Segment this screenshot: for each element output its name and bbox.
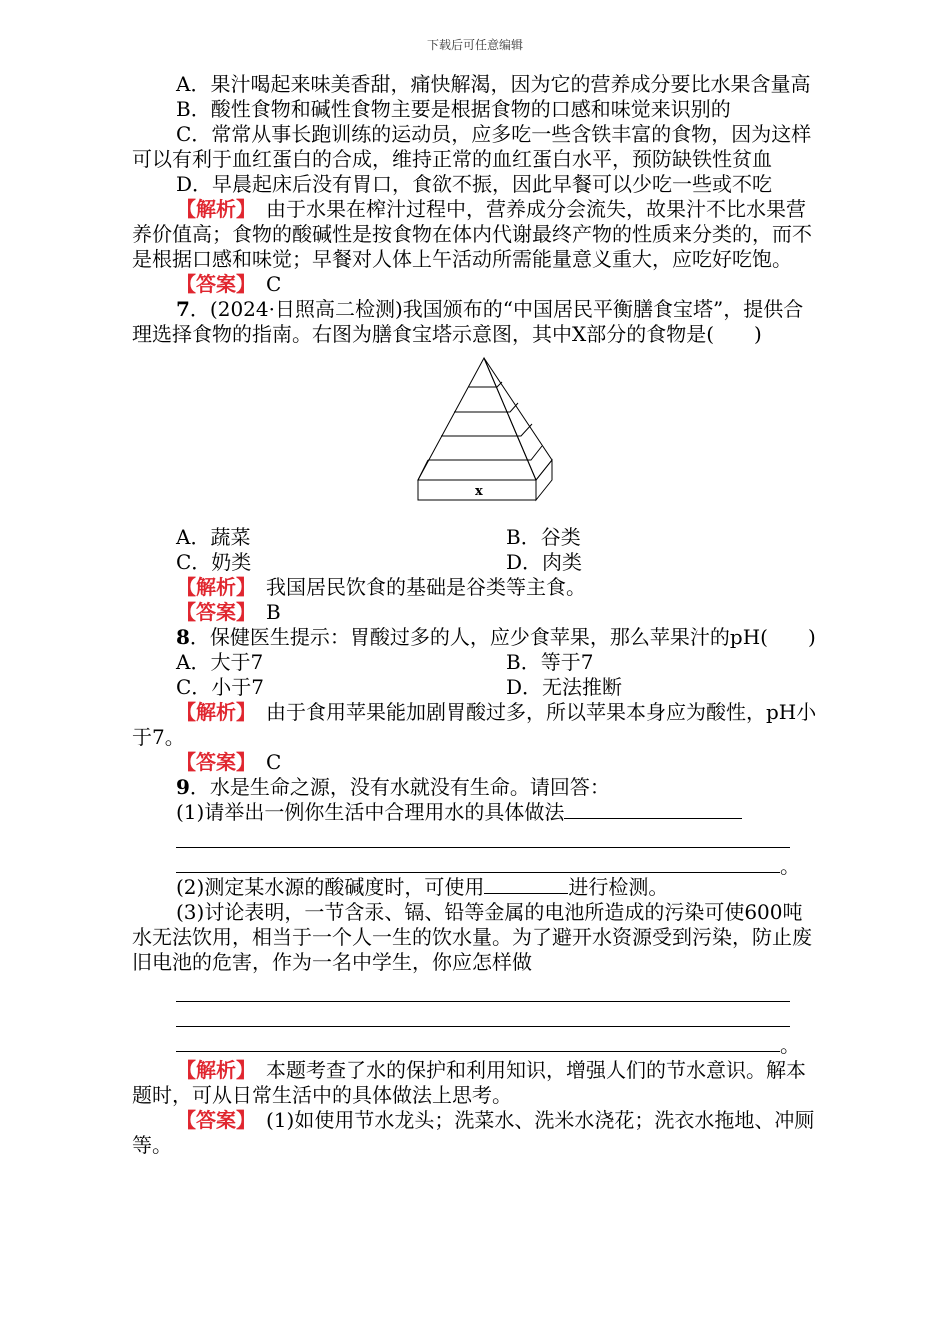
q9-answer — [132, 1108, 820, 1158]
q8-answer-text: C — [266, 750, 282, 774]
q7-options-row-1 — [132, 525, 820, 550]
q9-part-1-blank[interactable] — [564, 801, 742, 819]
analysis-tag: 【解析】 — [176, 700, 246, 724]
q9-answer-text: (1)如使用节水龙头；洗菜水、洗米水浇花；洗衣水拖地、冲厕等。 — [132, 1108, 815, 1157]
analysis-tag: 【解析】 — [176, 1058, 246, 1082]
pyramid-base-edge — [418, 460, 428, 480]
q7-option-a: A．蔬菜 — [176, 525, 251, 549]
q7-options-row-2 — [132, 550, 820, 575]
q9-part-2-blank[interactable] — [484, 876, 568, 894]
q9-part-2-text-a: (2)测定某水源的酸碱度时，可使用 — [176, 875, 485, 899]
q8-option-a: A．大于7 — [176, 650, 264, 674]
q6-option-a: A．果汁喝起来味美香甜，痛快解渴，因为它的营养成分要比水果含量高 — [176, 72, 811, 96]
q7-analysis — [132, 575, 820, 600]
q8-stem — [132, 625, 820, 650]
q6-analysis-text: 由于水果在榨汁过程中，营养成分会流失，故果汁不比水果营养价值高；食物的酸碱性是按食物在体内代谢最终产物的性质来分类的，而不是根据口感和味觉；早餐对人体上午活动所需能量意义重大，应吃好吃饱。 — [132, 197, 812, 271]
q9-number: 9 — [176, 775, 190, 799]
q9-answer-line-2-row — [132, 850, 820, 878]
q9-part-1 — [132, 800, 820, 825]
q9-stem — [132, 775, 820, 800]
q9-part-2 — [132, 875, 820, 900]
q8-option-d: D．无法推断 — [506, 675, 623, 699]
q9-answer-line-1-row — [132, 825, 820, 850]
q8-number: 8 — [176, 625, 190, 649]
q8-analysis — [132, 700, 820, 750]
food-pyramid-figure — [132, 354, 820, 506]
q9-part-3-line-3-row — [132, 1029, 820, 1057]
q9-part-3-line-1[interactable] — [176, 979, 790, 1002]
pyramid-base-side — [536, 460, 552, 500]
answer-tag: 【答案】 — [176, 272, 246, 296]
q6-answer — [132, 272, 820, 297]
q7-analysis-text: 我国居民饮食的基础是谷类等主食。 — [266, 575, 586, 599]
answer-tag: 【答案】 — [176, 600, 246, 624]
q8-options-row-2 — [132, 675, 820, 700]
q6-option-d: D．早晨起床后没有胃口，食欲不振，因此早餐可以少吃一些或不吃 — [176, 172, 773, 196]
q7-number: 7 — [176, 297, 190, 321]
q9-part-3-line-1-row — [132, 979, 820, 1004]
q8-analysis-text: 由于食用苹果能加剧胃酸过多，所以苹果本身应为酸性，pH小于7。 — [132, 700, 817, 749]
q6-answer-text: C — [266, 272, 282, 296]
q7-answer-text: B — [266, 600, 281, 624]
food-pyramid-diagram — [414, 354, 554, 504]
q8-answer — [132, 750, 820, 775]
pyramid-front-face — [418, 358, 536, 480]
q8-options-row-1 — [132, 650, 820, 675]
q9-part-3-period: 。 — [780, 1033, 800, 1057]
pyramid-x-label: x — [475, 484, 483, 499]
q7-option-d: D．肉类 — [506, 550, 583, 574]
analysis-tag: 【解析】 — [176, 575, 246, 599]
q9-part-2-text-b: 进行检测。 — [568, 875, 669, 899]
q7-stem — [132, 297, 820, 347]
q7-option-c: C．奶类 — [176, 550, 252, 574]
q9-part-1-period: 。 — [780, 854, 800, 878]
answer-tag: 【答案】 — [176, 750, 246, 774]
q9-part-1-text: (1)请举出一例你生活中合理用水的具体做法 — [176, 800, 565, 824]
page-header: 下载后可任意编辑 — [426, 38, 523, 52]
q9-answer-line-1[interactable] — [176, 825, 790, 848]
analysis-tag: 【解析】 — [176, 197, 246, 221]
q9-analysis-text: 本题考查了水的保护和利用知识，增强人们的节水意识。解本题时，可从日常生活中的具体做法上思考。 — [132, 1058, 806, 1107]
answer-tag: 【答案】 — [176, 1108, 246, 1132]
pyramid-side-face — [484, 358, 552, 480]
q9-stem-text: ．水是生命之源，没有水就没有生命。请回答： — [189, 775, 610, 799]
q6-analysis — [132, 197, 820, 272]
q7-option-b: B．谷类 — [506, 525, 581, 549]
q9-part-3-line-2[interactable] — [176, 1004, 790, 1027]
q8-option-b: B．等于7 — [506, 650, 594, 674]
q6-option-b: B．酸性食物和碱性食物主要是根据食物的口感和味觉来识别的 — [176, 97, 731, 121]
q7-stem-text: ．(2024·日照高二检测)我国颁布的“中国居民平衡膳食宝塔”，提供合理选择食物的指南。右图为膳食宝塔示意图，其中X部分的食物是( ) — [132, 297, 804, 346]
document-body — [132, 72, 820, 1158]
pyramid-tier-line-2 — [454, 403, 518, 412]
q9-part-3-line-3[interactable] — [176, 1029, 780, 1052]
q9-part-3-line-2-row — [132, 1004, 820, 1029]
q7-answer — [132, 600, 820, 625]
q6-option-c: C．常常从事长跑训练的运动员，应多吃一些含铁丰富的食物，因为这样可以有利于血红蛋白的合成，维持正常的血红蛋白水平，预防缺铁性贫血 — [132, 122, 812, 171]
q9-part-3: (3)讨论表明，一节含汞、镉、铅等金属的电池所造成的污染可使600吨水无法饮用，相当于一个人一生的饮水量。为了避开水资源受到污染，防止废旧电池的危害，作为一名中学生，你应怎样做 — [132, 900, 812, 974]
q8-option-c: C．小于7 — [176, 675, 265, 699]
q8-stem-text: ．保健医生提示：胃酸过多的人，应少食苹果，那么苹果汁的pH( ) — [189, 625, 816, 649]
q9-analysis — [132, 1058, 820, 1108]
pyramid-tier-line-3 — [441, 424, 532, 436]
pyramid-tier-line-1 — [468, 382, 502, 387]
q9-answer-line-2[interactable] — [176, 850, 780, 873]
